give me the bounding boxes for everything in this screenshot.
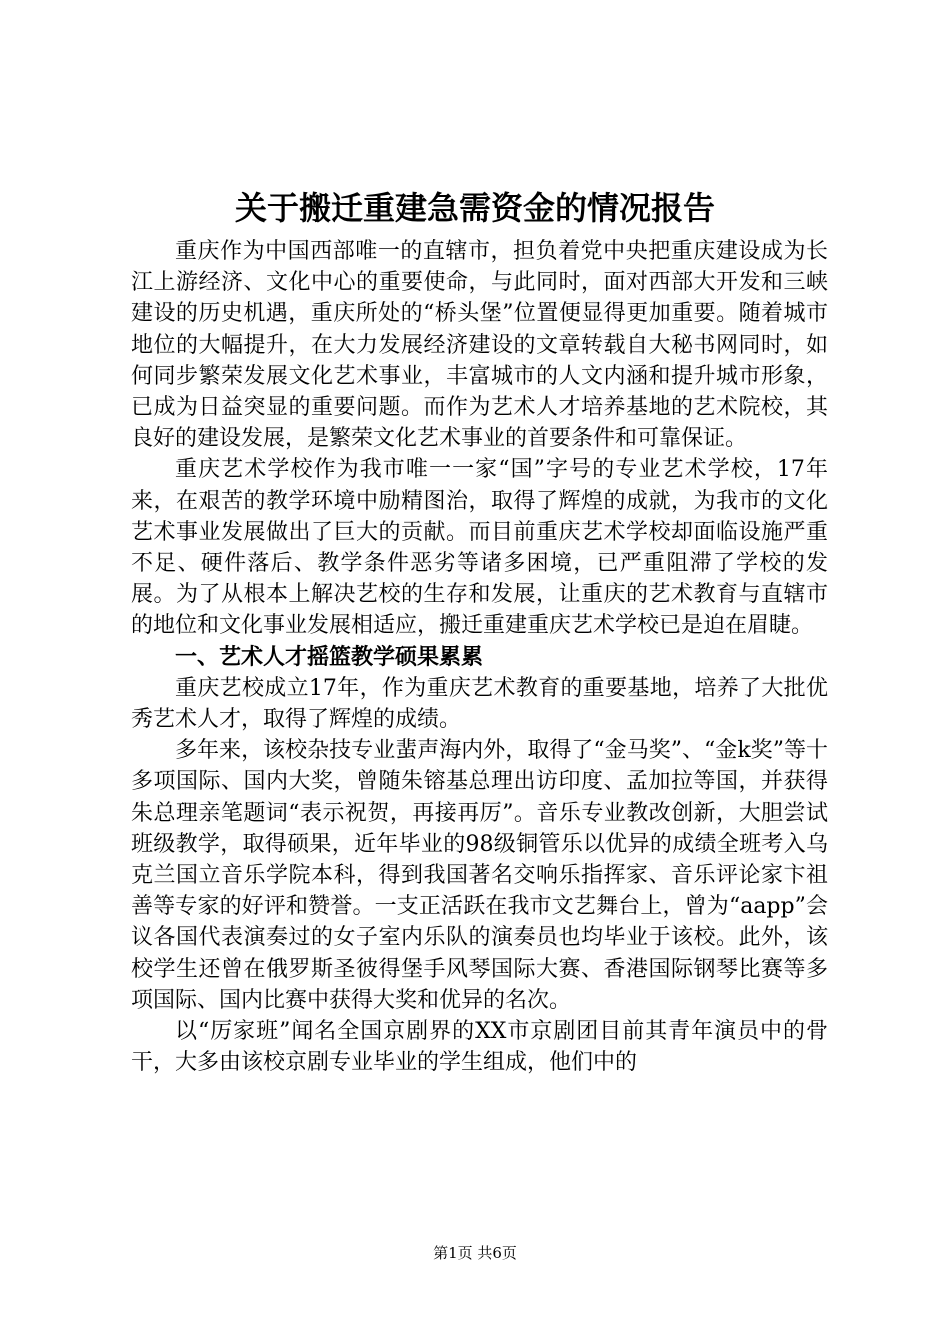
paragraph: 以“厉家班”闻名全国京剧界的XX市京剧团目前其青年演员中的骨干，大多由该校京剧专业毕业的学生组成，他们中的 <box>131 1019 828 1076</box>
paragraph: 重庆艺术学校作为我市唯一一家“国”字号的专业艺术学校，17年来，在艰苦的教学环境中励精图治，取得了辉煌的成就，为我市的文化艺术事业发展做出了巨大的贡献。而目前重庆艺术学校却面临设施严重不足、硬件落后、教学条件恶劣等诸多困境，已严重阻滞了学校的发展。为了从根本上解决艺校的生存和发展，让重庆的艺术教育与直辖市的地位和文化事业发展相适应，搬迁重建重庆艺术学校已是迫在眉睫。 <box>131 457 828 639</box>
page-number-footer: 第1页 共6页 <box>433 1244 517 1262</box>
paragraph: 多年来，该校杂技专业蜚声海内外，取得了“金马奖”、“金k奖”等十多项国际、国内大奖，曾随朱镕基总理出访印度、孟加拉等国，并获得朱总理亲笔题词“表示祝贺，再接再厉”。音乐专业教改创新，大胆尝试班级教学，取得硕果，近年毕业的98级铜管乐以优异的成绩全班考入乌克兰国立音乐学院本科，得到我国著名交响乐指挥家、音乐评论家卞祖善等专家的好评和赞誉。一支正活跃在我市文艺舞台上，曾为“aapp”会议各国代表演奏过的女子室内乐队的演奏员也均毕业于该校。此外，该校学生还曾在俄罗斯圣彼得堡手风琴国际大赛、香港国际钢琴比赛等多项国际、国内比赛中获得大奖和优异的名次。 <box>131 738 828 1013</box>
paragraph: 重庆作为中国西部唯一的直辖市，担负着党中央把重庆建设成为长江上游经济、文化中心的重要使命，与此同时，面对西部大开发和三峡建设的历史机遇，重庆所处的“桥头堡”位置便显得更加重要。随着城市地位的大幅提升，在大力发展经济建设的文章转载自大秘书网同时，如何同步繁荣发展文化艺术事业，丰富城市的人文内涵和提升城市形象，已成为日益突显的重要问题。而作为艺术人才培养基地的艺术院校，其良好的建设发展，是繁荣文化艺术事业的首要条件和可靠保证。 <box>131 239 828 452</box>
section-heading: 一、艺术人才摇篮教学硕果累累 <box>175 643 484 670</box>
paragraph: 重庆艺校成立17年，作为重庆艺术教育的重要基地，培养了大批优秀艺术人才，取得了辉煌的成绩。 <box>131 675 828 733</box>
document-title: 关于搬迁重建急需资金的情况报告 <box>234 189 715 227</box>
document-body <box>131 236 828 1078</box>
